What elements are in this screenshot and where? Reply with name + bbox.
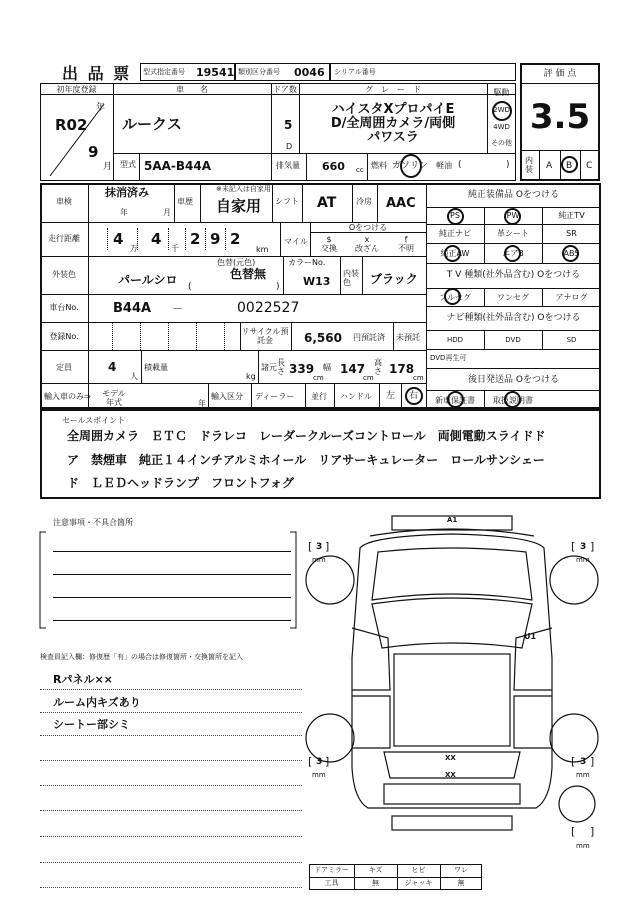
navi-type-title: ナビ種類(社外品含む) Oをつける	[446, 313, 581, 323]
tread-rear-right-close: ]	[590, 755, 595, 768]
tread-spare-unit: mm	[576, 842, 590, 850]
color-value: パールシロ	[118, 273, 178, 287]
inspection-month-unit: 月	[163, 208, 171, 217]
tread-spare-open: [	[571, 825, 576, 838]
dvd-player-label: DVD再生可	[430, 354, 467, 362]
fuel-gasoline-circle	[400, 154, 422, 178]
tread-rear-left-open: [	[308, 755, 313, 768]
width-value: 147	[340, 362, 366, 376]
handle-left: 左	[386, 391, 396, 401]
import-dealer-label: ディーラー	[255, 392, 295, 401]
model-label: 型式	[120, 160, 136, 169]
model-value: 5AA-B44A	[144, 159, 212, 173]
width-unit: cm	[363, 374, 374, 382]
wheel-front-right	[550, 556, 598, 604]
right-rear-door	[514, 696, 552, 748]
recycle-paid-label: 円預託済	[353, 333, 385, 342]
equipment-ps-circle	[447, 208, 464, 225]
drive-4wd: 4WD	[493, 123, 510, 131]
color-no-value: W13	[303, 275, 331, 288]
recycle-label: リサイクル預託金	[241, 327, 289, 345]
tv-oneseg: ワンセグ	[497, 293, 529, 302]
post-warranty: 新車保証書	[435, 396, 475, 405]
score-label: 評 価 点	[543, 69, 577, 79]
capacity-label: 定員	[56, 363, 72, 372]
height-label: 高さ	[374, 358, 382, 376]
first-reg-era: R02	[55, 116, 88, 134]
length-value: 339	[289, 362, 315, 376]
recycle-value: 6,560	[304, 331, 342, 345]
interior-color-value: ブラック	[370, 272, 418, 286]
body-outline	[352, 534, 552, 808]
mileage-label: 走行距離	[48, 234, 80, 243]
meter-x-mark: x	[364, 235, 370, 244]
handle-label: ハンドル	[340, 392, 372, 401]
caution-label: 注意事項・不具合箇所	[53, 518, 133, 527]
meter-mile-label: マイル	[284, 237, 308, 246]
post-manual: 取扱説明書	[493, 396, 533, 405]
drive-2wd: 2WD	[493, 106, 510, 114]
damage-code-xx-1: XX	[445, 754, 456, 762]
hood	[372, 548, 532, 600]
damage-code-a1: A1	[447, 516, 458, 524]
interior-grade-a: A	[546, 161, 553, 171]
tailgate	[384, 784, 520, 804]
tv-analog: アナログ	[555, 293, 588, 302]
fuel-paren-close: )	[506, 160, 510, 170]
meter-circle-note: Oをつける	[348, 223, 388, 232]
footer-crack: ヒビ	[411, 866, 426, 874]
serial-label: シリアル番号	[334, 68, 376, 76]
post-manual-circle	[504, 391, 521, 408]
inspection-label: 車検	[56, 197, 72, 206]
equipment-leather: 革シート	[497, 229, 529, 238]
tread-spare-close: ]	[590, 825, 595, 838]
category-label: 類別区分番号	[238, 68, 280, 76]
ac-value: AAC	[386, 196, 416, 211]
grade-line-2: D/全周囲カメラ/両側	[330, 116, 456, 131]
load-label: 積載量	[144, 363, 168, 372]
equipment-aw-circle	[444, 245, 461, 262]
doors-value: 5	[284, 118, 293, 132]
color-no-label: カラーNo.	[288, 258, 326, 267]
color-paren-close: )	[276, 282, 280, 292]
tread-front-right-open: [	[571, 540, 576, 553]
inspector-note-2: ルーム内キズあり	[53, 696, 141, 709]
mileage-digit-3: 2	[190, 230, 201, 248]
tread-front-right-value: 3	[580, 542, 587, 552]
footer-jack: ジャッキ	[404, 879, 433, 887]
tread-front-right-unit: mm	[576, 556, 590, 564]
car-name-label: 車 名	[176, 85, 208, 94]
footer-tools: 工具	[324, 879, 339, 887]
doors-suffix: D	[286, 142, 293, 151]
height-unit: cm	[413, 374, 424, 382]
load-kg-unit: kg	[246, 372, 256, 381]
doors-label: ドア数	[273, 85, 297, 94]
tv-fullseg: フルセグ	[439, 293, 471, 302]
equipment-sr: SR	[566, 229, 577, 238]
capacity-unit: 人	[130, 372, 138, 381]
drive-label: 駆動	[493, 88, 510, 97]
footer-break: ワレ	[454, 866, 468, 874]
spare-tire	[559, 786, 595, 822]
import-parallel-label: 並行	[311, 392, 327, 401]
footer-door-mirror: ドアミラー	[314, 866, 349, 874]
tread-rear-left-close: ]	[325, 755, 330, 768]
equipment-aw: 純正AW	[440, 249, 470, 258]
tread-rear-left-value: 3	[316, 757, 323, 767]
tread-front-left-close: ]	[325, 540, 330, 553]
fuel-label: 燃料	[371, 161, 387, 170]
fuel-light-oil: 軽油	[436, 161, 452, 170]
equipment-navi: 純正ナビ	[439, 229, 471, 238]
tread-front-left-value: 3	[316, 542, 323, 552]
damage-code-u1: U1	[524, 632, 537, 641]
displacement-unit: cc	[356, 166, 364, 174]
post-items-title: 後日発送品 Oをつける	[468, 375, 559, 385]
color-change-label: 色替(元色)	[217, 258, 256, 267]
import-label: 輸入車のみ⇒	[44, 392, 91, 401]
tread-front-left-unit: mm	[312, 556, 326, 564]
equipment-airbag-circle	[504, 245, 521, 262]
equipment-abs: ABS	[563, 249, 580, 258]
footer-scratch: キズ	[368, 866, 383, 874]
history-note: ※未記入は自家用	[216, 185, 271, 193]
chassis-label: 車台No.	[49, 303, 79, 312]
mileage-sen-unit: 千	[171, 244, 179, 253]
tread-rear-right-unit: mm	[576, 771, 590, 779]
chassis-number: 0022527	[237, 300, 300, 316]
ac-label: 冷房	[356, 197, 372, 206]
car-name: ルークス	[122, 115, 182, 133]
registration-label: 登録No.	[49, 332, 79, 341]
fuel-paren-open: (	[458, 160, 462, 170]
sales-points-line-3: ド ＬＥＤヘッドランプ フロントフォグ	[67, 476, 295, 490]
tread-rear-right-value: 3	[580, 757, 587, 767]
equipment-airbag: エアB	[502, 249, 524, 258]
inspection-year-unit: 年	[120, 208, 128, 217]
grade-line-3: パワスラ	[367, 130, 419, 145]
first-reg-label: 初年度登録	[56, 85, 97, 94]
width-label: 幅	[323, 363, 331, 372]
capacity-value: 4	[108, 360, 117, 374]
mileage-man-unit: 万	[130, 244, 138, 253]
displacement-label: 排気量	[276, 161, 300, 170]
category-number: 0046	[294, 66, 325, 79]
mileage-digit-2: 4	[151, 230, 162, 248]
sales-points-line-1: 全周囲カメラ ＥＴＣ ドラレコ レーダークルーズコントロール 両側電動スライドド	[67, 429, 546, 443]
equipment-tv: 純正TV	[558, 211, 585, 220]
inspector-note-1: Rパネル××	[53, 673, 113, 686]
grade-line-1: ハイスタXプロパイE	[331, 102, 455, 117]
history-label: 車歴	[177, 197, 193, 206]
equipment-ps: PS	[450, 211, 460, 220]
length-unit: cm	[313, 374, 324, 382]
inspection-status: 抹消済み	[105, 186, 149, 199]
history-value: 自家用	[216, 197, 262, 215]
mileage-digit-5: 2	[230, 230, 241, 248]
chassis-dash: －	[172, 302, 183, 315]
color-change-value: 色替無	[230, 267, 267, 281]
car-damage-diagram	[300, 508, 610, 860]
equipment-abs-circle	[562, 245, 579, 262]
shift-value: AT	[317, 195, 337, 211]
height-value: 178	[389, 362, 415, 376]
left-rear-door	[352, 696, 390, 748]
caution-brackets	[38, 524, 298, 634]
model-year-unit: 年	[198, 399, 206, 408]
sales-points-label: セールスポイント	[62, 416, 126, 425]
navi-dvd: DVD	[505, 336, 521, 344]
recycle-unpaid-label: 未預託	[396, 333, 420, 342]
rear-bumper	[392, 816, 512, 830]
equipment-pw-circle	[504, 208, 521, 225]
roof	[394, 654, 510, 746]
score-value: 3.5	[529, 97, 591, 137]
color-label: 外装色	[52, 270, 76, 279]
meter-unknown-label: 不明	[398, 244, 414, 253]
chassis-prefix: B44A	[113, 301, 152, 316]
interior-grade-b: B	[566, 161, 573, 171]
shift-label: シフト	[275, 197, 299, 206]
meter-tamper-label: 改ざん	[355, 244, 379, 253]
meter-s-mark: $	[326, 235, 332, 244]
meter-change-label: 交換	[321, 244, 337, 253]
length-label: 長さ	[277, 358, 285, 376]
interior-color-label: 内装色	[343, 269, 359, 287]
model-cert-number: 19541	[196, 66, 235, 79]
inspector-note-3: シートー部シミ	[53, 718, 130, 731]
navi-hdd: HDD	[446, 336, 464, 344]
damage-code-xx-2: XX	[445, 771, 456, 779]
tv-type-title: T V 種類(社外品含む) Oをつける	[446, 270, 581, 280]
handle-right: 右	[409, 391, 419, 401]
tv-fullseg-circle	[444, 288, 461, 305]
color-paren-open: (	[188, 282, 192, 292]
tread-front-right-close: ]	[590, 540, 595, 553]
mileage-digit-1: 4	[113, 230, 124, 248]
first-reg-year-unit: 年	[96, 103, 106, 113]
equipment-title: 純正装備品 Oをつける	[468, 190, 559, 200]
footer-jack-value: 無	[457, 879, 465, 887]
first-reg-month: 9	[88, 143, 99, 161]
navi-sd: SD	[566, 336, 577, 344]
post-warranty-circle	[447, 391, 464, 408]
mileage-digit-4: 9	[210, 230, 221, 248]
import-class-label: 輸入区分	[211, 392, 243, 401]
interior-label: 内装	[525, 156, 533, 174]
model-year-label: モデル年式	[102, 389, 126, 407]
grade-label: グ レ ー ド	[365, 85, 421, 94]
size-label: 諸元	[261, 363, 277, 372]
form-title: 出 品 票	[62, 64, 132, 83]
inspector-label: 検査員記入欄：修復歴「有」の場合は修復箇所・交換箇所を記入	[40, 653, 243, 661]
tread-front-left-open: [	[308, 540, 313, 553]
tread-rear-right-open: [	[571, 755, 576, 768]
sales-points-line-2: ア 禁煙車 純正１４インチアルミホイール リアサーキュレーター ロールサンシェー	[67, 453, 545, 467]
meter-f-mark: f	[404, 235, 408, 244]
model-cert-label: 型式指定番号	[143, 68, 185, 76]
equipment-pw: PW	[506, 211, 520, 220]
wheel-rear-left	[306, 714, 354, 762]
windshield	[372, 598, 532, 648]
displacement-value: 660	[322, 160, 345, 173]
fuel-gasoline: ガソリン	[392, 161, 429, 171]
interior-grade-c: C	[586, 161, 593, 171]
tread-rear-left-unit: mm	[312, 771, 326, 779]
mileage-km-unit: km	[256, 245, 269, 254]
footer-tools-value: 無	[372, 879, 379, 887]
first-reg-month-unit: 月	[103, 162, 113, 172]
drive-other: その他	[491, 139, 512, 147]
left-front-door	[352, 628, 390, 690]
